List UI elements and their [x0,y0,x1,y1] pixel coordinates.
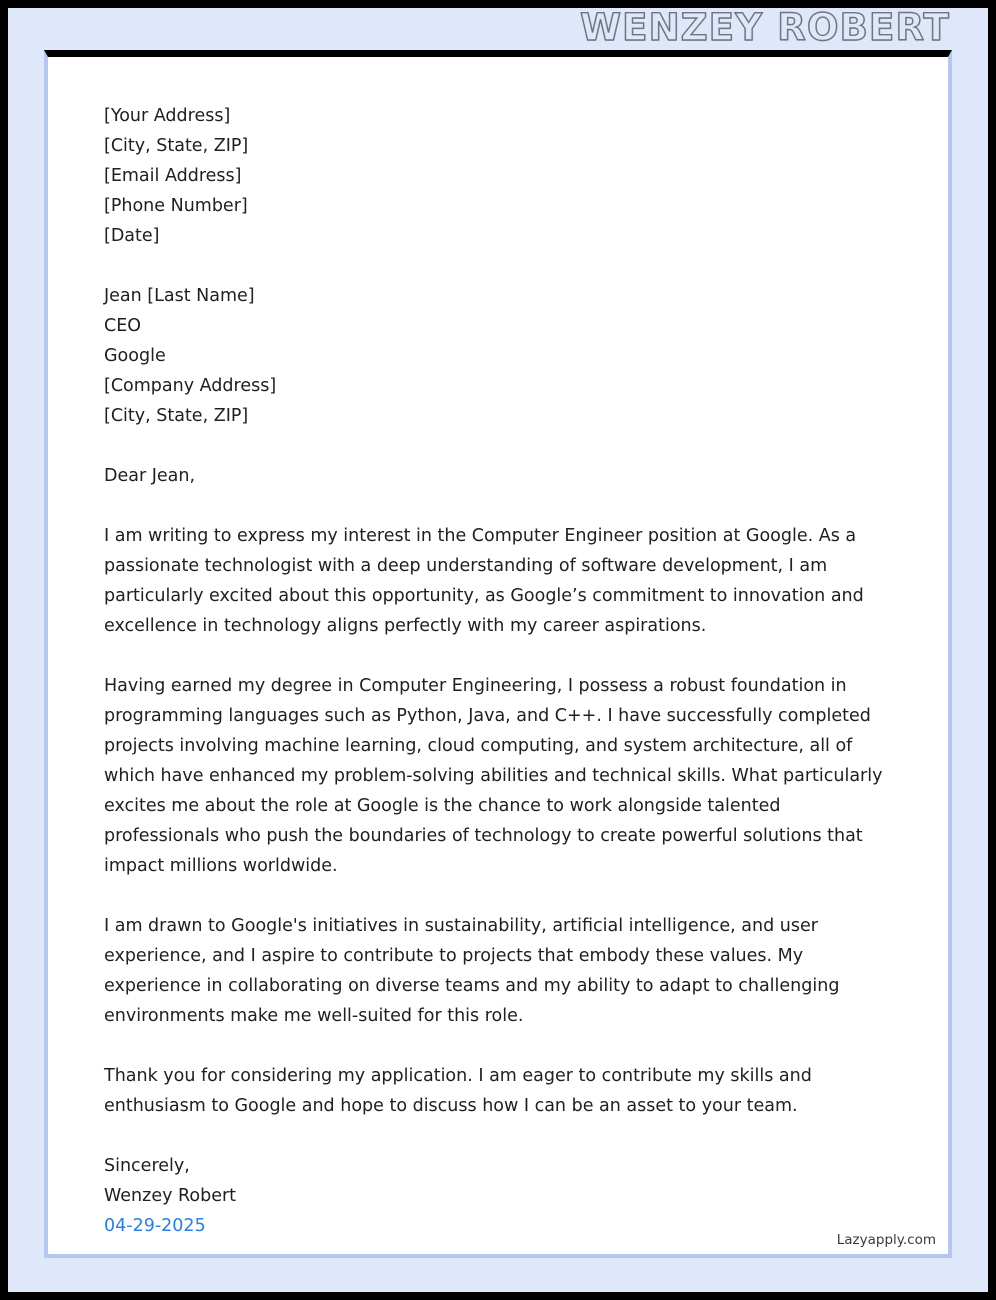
body-paragraph-3: I am drawn to Google's initiatives in sustainability, artificial intelligence, and user experience, and I aspire to contribute to projects that embody these values. My experience in collaborating on diverse teams and my ability to adapt to challenging environments make me well-suited for this role. [104,916,840,1026]
body-paragraph-4: Thank you for considering my application. I am eager to contribute my skills and enthusiasm to Google and hope to discuss how I can be an asset to your team. [104,1066,812,1116]
sender-line: [Date] [104,226,160,246]
recipient-line: CEO [104,316,142,336]
sender-line: [Your Address] [104,106,231,126]
recipient-address-block [104,281,886,431]
letter-page-sheet [44,50,952,1258]
cover-letter-text [104,101,886,1241]
letterhead-name: WENZEY ROBERT [580,6,950,49]
recipient-line: [Company Address] [104,376,277,396]
closing-block [104,1151,886,1241]
valediction: Sincerely, [104,1156,190,1176]
sender-address-block [104,101,886,251]
letter-date: 04-29-2025 [104,1216,206,1236]
sender-line: [Email Address] [104,166,242,186]
body-paragraph-1: I am writing to express my interest in the Computer Engineer position at Google. As a passionate technologist with a deep understanding of software development, I am particularly excited about this opportunity, as Google’s commitment to innovation and excellence in technology aligns perfectly with my career aspirations. [104,526,864,636]
recipient-line: Jean [Last Name] [104,286,255,306]
recipient-line: Google [104,346,166,366]
recipient-line: [City, State, ZIP] [104,406,249,426]
letterhead-banner [8,8,988,50]
body-paragraph-2: Having earned my degree in Computer Engineering, I possess a robust foundation in programming languages such as Python, Java, and C++. I have successfully completed projects involving machine learning, cloud computing, and system architecture, all of which have enhanced my problem-solving abilities and technical skills. What particularly excites me about the role at Google is the chance to work alongside talented professionals who push the boundaries of technology to create powerful solutions that impact millions worldwide. [104,676,883,876]
document-canvas [8,8,988,1292]
letter-content [48,57,948,1254]
signature-name: Wenzey Robert [104,1186,237,1206]
lazyapply-watermark: Lazyapply.com [836,1232,936,1248]
sender-line: [City, State, ZIP] [104,136,249,156]
sender-line: [Phone Number] [104,196,248,216]
salutation: Dear Jean, [104,466,196,486]
